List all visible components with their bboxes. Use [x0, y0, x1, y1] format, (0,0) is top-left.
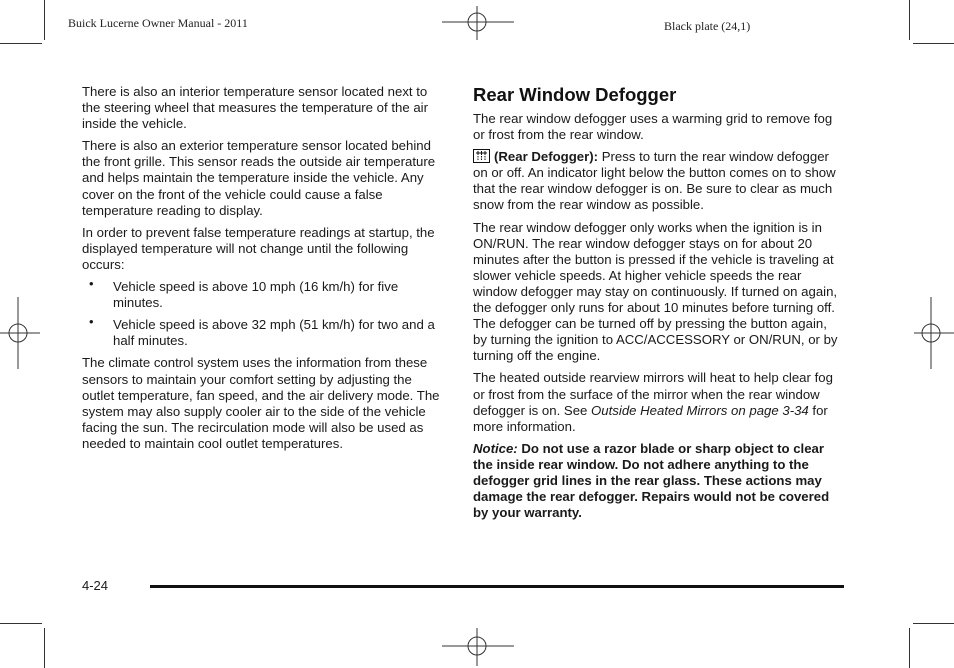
condition-list	[82, 276, 444, 349]
climate-control-paragraph: The climate control system uses the information from these sensors to maintain your comfort setting by adjusting the outlet temperature, fan speed, and the air delivery mode. The system may also supply cooler air to the side of the vehicle facing the sun. The recirculation mode will also be used as needed to maintain cool outlet temperatures.	[82, 355, 440, 451]
section-heading: Rear Window Defogger	[473, 84, 677, 105]
heated-mirrors-link[interactable]: Outside Heated Mirrors on page 3-34	[591, 402, 809, 418]
defogger-intro-paragraph: The rear window defogger uses a warming grid to remove fog or frost from the rear window.	[473, 111, 833, 143]
list-item-text: Vehicle speed is above 10 mph (16 km/h) for five minutes.	[113, 279, 399, 311]
defogger-label: (Rear Defogger):	[494, 149, 599, 165]
manual-title: Buick Lucerne Owner Manual - 2011	[68, 16, 248, 30]
list-item	[82, 314, 444, 349]
bullet-icon: •	[89, 276, 94, 292]
heated-mirrors-text-end: for more information.	[473, 402, 828, 434]
plate-label: Black plate (24,1)	[664, 19, 751, 33]
bullet-icon: •	[89, 314, 94, 330]
right-column	[473, 84, 843, 527]
footer-rule	[150, 585, 844, 588]
list-item-text: Vehicle speed is above 32 mph (51 km/h) for two and a half minutes.	[113, 317, 435, 349]
interior-sensor-paragraph: There is also an interior temperature sensor located next to the steering wheel that measures the temperature of the air inside the vehicle.	[82, 84, 428, 132]
rear-defogger-icon	[473, 149, 490, 163]
startup-paragraph: In order to prevent false temperature readings at startup, the displayed temperature will not change until the following occurs:	[82, 224, 435, 272]
registration-mark-top	[442, 6, 514, 40]
notice-text: Do not use a razor blade or sharp object to clear the inside rear window. Do not adhere anything to the defogger grid lines in the rear glass. These actions may damage the rear defogger. Repairs would not be covered by your warranty.	[473, 440, 830, 521]
exterior-sensor-paragraph: There is also an exterior temperature sensor located behind the front grille. This sensor reads the outside air temperature and helps maintain the temperature inside the vehicle. Any cover on the front of the vehicle could cause a false temperature reading to display.	[82, 138, 436, 218]
notice-label: Notice:	[473, 440, 518, 456]
registration-mark-bottom	[442, 628, 514, 666]
defogger-timing-paragraph: The rear window defogger only works when the ignition is in ON/RUN. The rear window defogger stays on for about 20 minutes after the button is pressed if the vehicle is traveling at slower vehicle speeds. At higher vehicle speeds the rear window defogger may stay on continuously. If turned on again, the defogger only runs for about 10 minutes before turning off. The defogger can be turned off by pressing the button again, by turning the ignition to ACC/ACCESSORY or ON/RUN, or by turning off the engine.	[473, 219, 838, 364]
registration-mark-right	[914, 297, 954, 369]
registration-mark-left	[0, 297, 40, 369]
left-column	[82, 84, 444, 458]
notice-paragraph	[473, 441, 843, 521]
defogger-button-paragraph	[473, 149, 843, 213]
heated-mirrors-paragraph	[473, 370, 843, 434]
defogger-button-text: Press to turn the rear window defogger on or off. An indicator light below the button comes on to show that the rear window defogger is on. Be sure to clear as much snow from the rear window as possible.	[473, 149, 836, 213]
list-item	[82, 276, 444, 311]
page-number: 4-24	[82, 578, 109, 593]
heated-mirrors-text: The heated outside rearview mirrors will heat to help clear fog or frost from the surface of the mirror when the rear window defogger is on. See	[473, 370, 833, 418]
